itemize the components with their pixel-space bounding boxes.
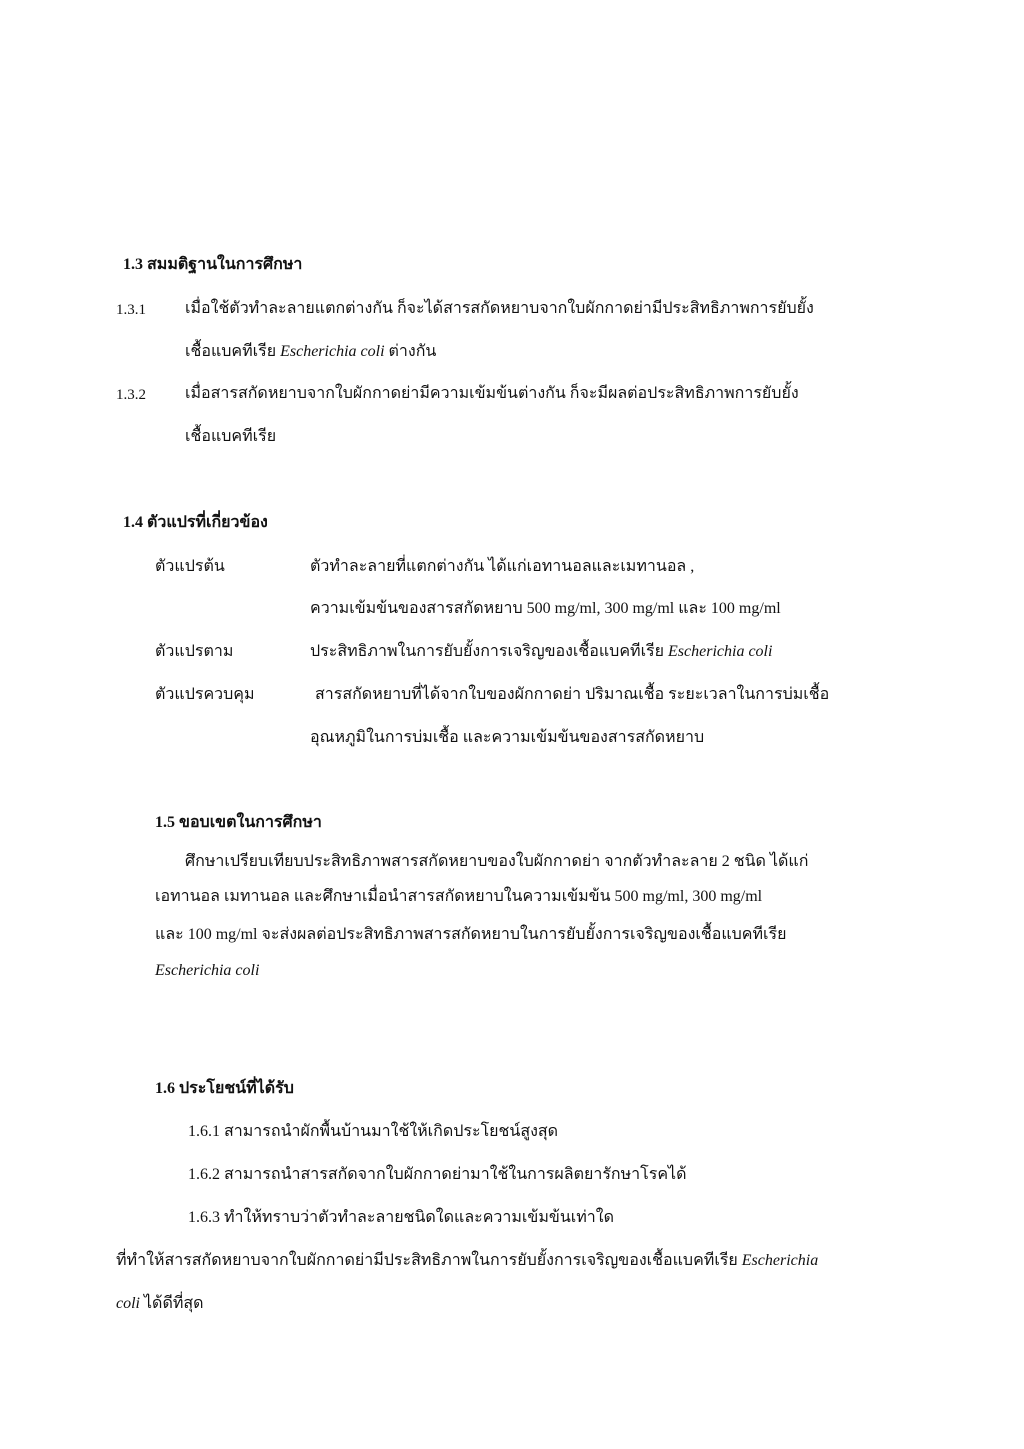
independent-variable-label: ตัวแปรต้น	[155, 558, 225, 575]
hypothesis-1-number: 1.3.1	[116, 302, 146, 318]
benefit-3-last-line	[116, 1293, 204, 1315]
hypothesis-2-line2: เชื้อแบคทีเรีย	[185, 428, 277, 445]
independent-variable-line2: ความเข้มข้นของสารสกัดหยาบ 500 mg/ml, 300 mg/ml และ 100 mg/ml	[310, 600, 781, 617]
section-1-6-heading: 1.6 ประโยชน์ที่ได้รับ	[155, 1080, 294, 1097]
section-1-4-heading: 1.4 ตัวแปรที่เกี่ยวข้อง	[123, 514, 268, 531]
scope-line1: ศึกษาเปรียบเทียบประสิทธิภาพสารสกัดหยาบของใบผักกาดย่า จากตัวทำละลาย 2 ชนิด ได้แก่	[185, 853, 809, 870]
hypothesis-2-number: 1.3.2	[116, 387, 146, 403]
benefit-3: 1.6.3 ทำให้ทราบว่าตัวทำละลายชนิดใดและความเข้มข้นเท่าใด	[188, 1209, 614, 1226]
section-1-5-heading: 1.5 ขอบเขตในการศึกษา	[155, 814, 322, 831]
control-variable-line2: อุณหภูมิในการบ่มเชื้อ และความเข้มข้นของสารสกัดหยาบ	[310, 729, 705, 746]
hypothesis-1-line2-pre: เชื้อแบคทีเรีย	[185, 343, 281, 360]
benefit-2: 1.6.2 สามารถนำสารสกัดจากใบผักกาดย่ามาใช้ในการผลิตยารักษาโรคได้	[188, 1166, 687, 1183]
hypothesis-1-line1: เมื่อใช้ตัวทำละลายแตกต่างกัน ก็จะได้สารสกัดหยาบจากใบผักกาดย่ามีประสิทธิภาพการยับยั้ง	[185, 300, 814, 317]
hypothesis-2-line1: เมื่อสารสกัดหยาบจากใบผักกาดย่ามีความเข้มข้นต่างกัน ก็จะมีผลต่อประสิทธิภาพการยับยั้ง	[185, 385, 799, 402]
hypothesis-1-line2	[185, 341, 436, 363]
benefit-3-continuation	[116, 1250, 818, 1272]
dependent-variable-text	[310, 641, 772, 663]
dependent-variable-species: Escherichia coli	[668, 643, 773, 660]
hypothesis-1-line2-post: ต่างกัน	[384, 343, 437, 360]
dependent-variable-text-pre: ประสิทธิภาพในการยับยั้งการเจริญของเชื้อแบคทีเรีย	[310, 643, 669, 660]
benefit-1: 1.6.1 สามารถนำผักพื้นบ้านมาใช้ให้เกิดประโยชน์สูงสุด	[188, 1123, 559, 1140]
control-variable-line1: สารสกัดหยาบที่ได้จากใบของผักกาดย่า ปริมาณเชื้อ ระยะเวลาในการบ่มเชื้อ	[315, 686, 830, 703]
section-1-3-heading: 1.3 สมมติฐานในการศึกษา	[123, 256, 303, 273]
scope-line2: เอทานอล เมทานอล และศึกษาเมื่อนำสารสกัดหยาบในความเข้มข้น 500 mg/ml, 300 mg/ml	[155, 888, 763, 905]
control-variable-label: ตัวแปรควบคุม	[155, 686, 255, 703]
scope-line3: และ 100 mg/ml จะส่งผลต่อประสิทธิภาพสารสกัดหยาบในการยับยั้งการเจริญของเชื้อแบคทีเรีย	[155, 926, 787, 943]
hypothesis-1-species: Escherichia coli	[280, 343, 385, 360]
benefit-3-genus: Escherichia	[741, 1252, 819, 1269]
scope-line4-species: Escherichia coli	[155, 962, 260, 979]
dependent-variable-label: ตัวแปรตาม	[155, 643, 234, 660]
benefit-3-last-post: ได้ดีที่สุด	[140, 1295, 204, 1312]
benefit-3-species: coli	[116, 1295, 140, 1312]
independent-variable-line1: ตัวทำละลายที่แตกต่างกัน ได้แก่เอทานอลและเมทานอล ,	[310, 558, 695, 575]
benefit-3-continuation-pre: ที่ทำให้สารสกัดหยาบจากใบผักกาดย่ามีประสิทธิภาพในการยับยั้งการเจริญของเชื้อแบคทีเรีย	[116, 1252, 742, 1269]
